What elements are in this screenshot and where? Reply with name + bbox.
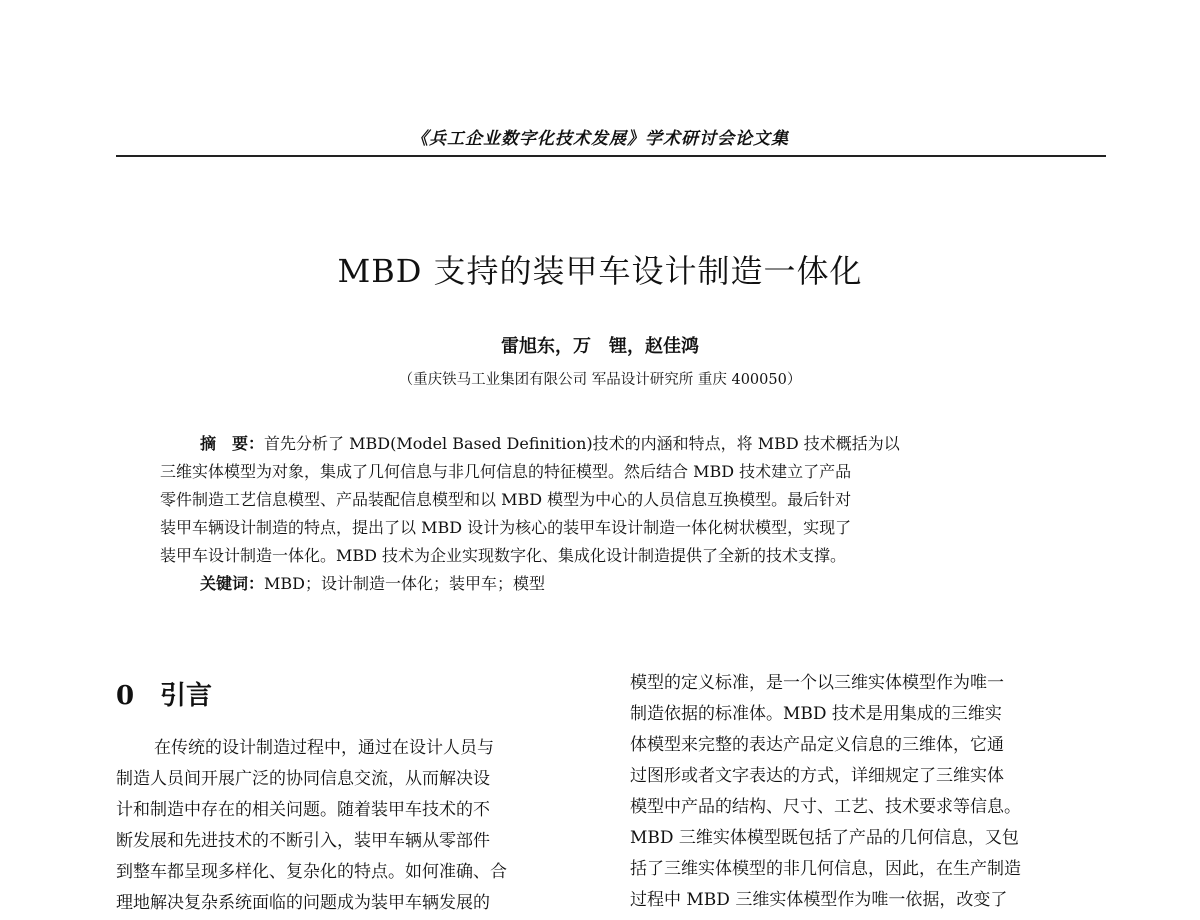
abstract-line: 装甲车设计制造一体化。MBD 技术为企业实现数字化、集成化设计制造提供了全新的技术支撑。 bbox=[160, 546, 847, 565]
body-column-left bbox=[116, 733, 592, 919]
section-title: 引言 bbox=[160, 681, 213, 711]
body-line: 断发展和先进技术的不断引入，装甲车辆从零部件 bbox=[116, 831, 490, 851]
running-head: 《兵工企业数字化技术发展》学术研讨会论文集 bbox=[411, 129, 789, 149]
body-line: 过程中 MBD 三维实体模型作为唯一依据，改变了 bbox=[630, 890, 1008, 910]
body-line: 过图形或者文字表达的方式，详细规定了三维实体 bbox=[630, 766, 1004, 786]
body-line: 括了三维实体模型的非几何信息，因此，在生产制造 bbox=[630, 859, 1021, 879]
affiliation: （重庆铁马工业集团有限公司 军品设计研究所 重庆 400050） bbox=[398, 372, 802, 388]
section-number: 0 bbox=[116, 681, 135, 711]
abstract-line: 三维实体模型为对象，集成了几何信息与非几何信息的特征模型。然后结合 MBD 技术建立了产品 bbox=[160, 462, 852, 481]
abstract-line: 零件制造工艺信息模型、产品装配信息模型和以 MBD 模型为中心的人员信息互换模型。最后针对 bbox=[160, 490, 852, 509]
keywords-label: 关键词： bbox=[200, 574, 265, 593]
paper-title: MBD 支持的装甲车设计制造一体化 bbox=[337, 252, 863, 290]
body-line: 制造依据的标准体。MBD 技术是用集成的三维实 bbox=[630, 704, 1002, 724]
header-rule bbox=[116, 155, 1106, 157]
abstract bbox=[160, 430, 1060, 598]
body-line: 理地解决复杂系统面临的问题成为装甲车辆发展的 bbox=[116, 893, 490, 913]
abstract-line bbox=[160, 430, 1060, 458]
abstract-text: 首先分析了 MBD(Model Based Definition)技术的内涵和特点，将 MBD 技术概括为以 bbox=[264, 434, 900, 453]
authors: 雷旭东，万 锂，赵佳鸿 bbox=[501, 336, 699, 357]
body-line: 在传统的设计制造过程中，通过在设计人员与 bbox=[154, 738, 494, 758]
body-line: 体模型来完整的表达产品定义信息的三维体，它通 bbox=[630, 735, 1004, 755]
body-line: 到整车都呈现多样化、复杂化的特点。如何准确、合 bbox=[116, 862, 507, 882]
keywords-line bbox=[160, 570, 1060, 598]
keywords-text: MBD；设计制造一体化；装甲车；模型 bbox=[264, 574, 545, 593]
body-line: 模型的定义标准，是一个以三维实体模型作为唯一 bbox=[630, 673, 1004, 693]
abstract-label: 摘 要： bbox=[200, 434, 265, 453]
abstract-line: 装甲车辆设计制造的特点，提出了以 MBD 设计为核心的装甲车设计制造一体化树状模型，实现了 bbox=[160, 518, 852, 537]
body-line: 模型中产品的结构、尺寸、工艺、技术要求等信息。 bbox=[630, 797, 1021, 817]
body-column-right bbox=[630, 668, 1110, 916]
section-heading bbox=[116, 675, 212, 712]
body-line: MBD 三维实体模型既包括了产品的几何信息，又包 bbox=[630, 828, 1019, 848]
body-line: 计和制造中存在的相关问题。随着装甲车技术的不 bbox=[116, 800, 490, 820]
body-line: 制造人员间开展广泛的协同信息交流，从而解决设 bbox=[116, 769, 490, 789]
